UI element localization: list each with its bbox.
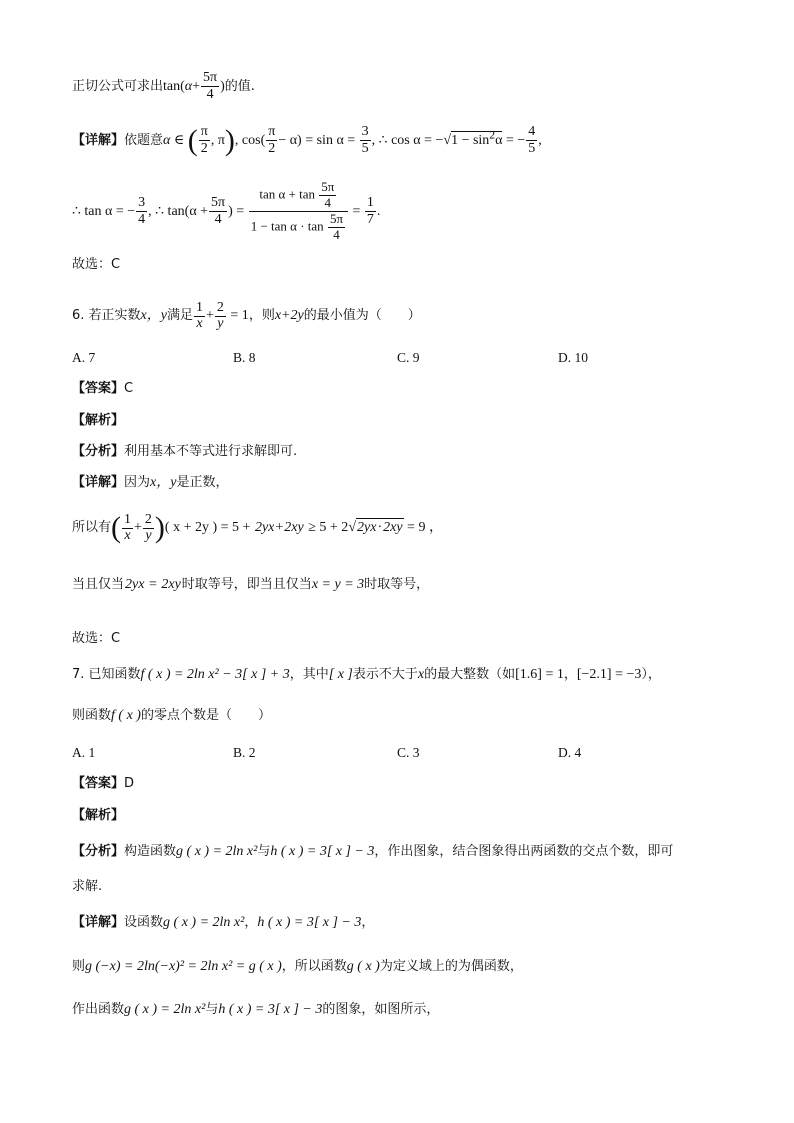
q6-option-a: A. 7 (72, 350, 96, 365)
question-7: 7. 已知函数f ( x ) = 2ln x² − 3[ x ] + 3，其中[ x ]表示不大于x的最大整数（如[1.6] = 1，[−2.1] = −3）， (72, 667, 661, 682)
q6-equality-condition: 当且仅当2yx = 2xy时取等号，即当且仅当x = y = 3时取等号， (72, 577, 430, 593)
q7-detail: 【详解】设函数g ( x ) = 2ln x²，h ( x ) = 3[ x ] − 3， (72, 915, 375, 930)
choose-line-5: 故选：C (72, 257, 121, 272)
q6-option-c: C. 9 (397, 350, 420, 365)
q6-answer: 【答案】C (72, 381, 134, 396)
detail-line-cos: 【详解】依题意α ∈ ( $\frac{\pi}{2}$ , π), cos( $\frac{\pi}{2}$ − α) = sin α = $\frac{3}{5}$ , ∴ $\cos \alpha = -√1 - \sin^2\alpha$ = − $\frac{4}{5}$ , (72, 123, 542, 157)
q7-fenxi: 【分析】构造函数g ( x ) = 2ln x²与h ( x ) = 3[ x ] − 3，作出图象，结合图象得出两函数的交点个数，即可 (72, 844, 674, 859)
q6-detail: 【详解】因为x，y是正数， (72, 475, 229, 490)
q6-option-d: D. 10 (558, 350, 588, 365)
question-7-line-2: 则函数f ( x )的零点个数是（ ） (72, 708, 271, 723)
q7-draw-graph: 作出函数g ( x ) = 2ln x²与h ( x ) = 3[ x ] − 3的图象，如图所示， (72, 1002, 440, 1017)
detail-line-tan-result (72, 180, 380, 243)
question-6: 6. 若正实数x，y满足 $\frac{1}{x}+$ $\frac{2}{y} = 1$，则x+2y的最小值为（ ） (72, 300, 421, 332)
tan-result-expression: ∴ tan α = − $\frac{3}{4}$ , ∴ tan(α + $\frac{5\pi}{4}$ ) = tan α + tan $\frac{5\pi}{4}$ 1 − tan α · tan $\frac{5\pi}{4}$ = $\frac{1}{7}$ . (72, 179, 381, 242)
q7-option-d: D. 4 (558, 745, 582, 760)
q6-condition: $\frac{1}{x}+$ $\frac{2}{y} = 1$ (196, 300, 249, 332)
interval-expression: α ∈ ( $\frac{\pi}{2}$ , π), cos( $\frac{\pi}{2}$ − α) = sin α = $\frac{3}{5}$ , ∴ $\cos \alpha = -√1 - \sin^2\alpha$ = − $\frac{4}{5}$ , (163, 123, 542, 157)
q6-option-b: B. 8 (233, 350, 256, 365)
q7-option-a: A. 1 (72, 745, 96, 760)
q6-analysis-tag: 【解析】 (72, 413, 125, 428)
q6-inequality-expression: ( $\frac{1}{x}+$ $\frac{2}{y}$)( x + 2y ) = 5 + 2yx+2xy ≥ 5 + 2√2yx·2xy = 9 ， (111, 510, 443, 544)
q7-even-function: 则g (−x) = 2ln(−x)² = 2ln x² = g ( x )，所以函数g ( x )为定义域上的为偶函数， (72, 959, 523, 974)
tan-expression: tan(α+ $\frac{5\pi}{4}$ ) (163, 70, 225, 103)
choose-line-6: 故选：C (72, 631, 121, 646)
q7-answer: 【答案】D (72, 776, 135, 791)
q7-option-b: B. 2 (233, 745, 256, 760)
q7-analysis-tag: 【解析】 (72, 808, 125, 823)
q7-option-c: C. 3 (397, 745, 420, 760)
solution-line-tan: 正切公式可求出tan(α+ $\frac{5\pi}{4}$ )的值. (72, 70, 255, 103)
q7-fenxi-line-2: 求解. (72, 879, 103, 894)
q6-inequality: 所以有( $\frac{1}{x}+$ $\frac{2}{y}$)( x + 2y ) = 5 + 2yx+2xy ≥ 5 + 2√2yx·2xy = 9 ， (72, 510, 443, 544)
q6-fenxi: 【分析】利用基本不等式进行求解即可. (72, 444, 298, 459)
